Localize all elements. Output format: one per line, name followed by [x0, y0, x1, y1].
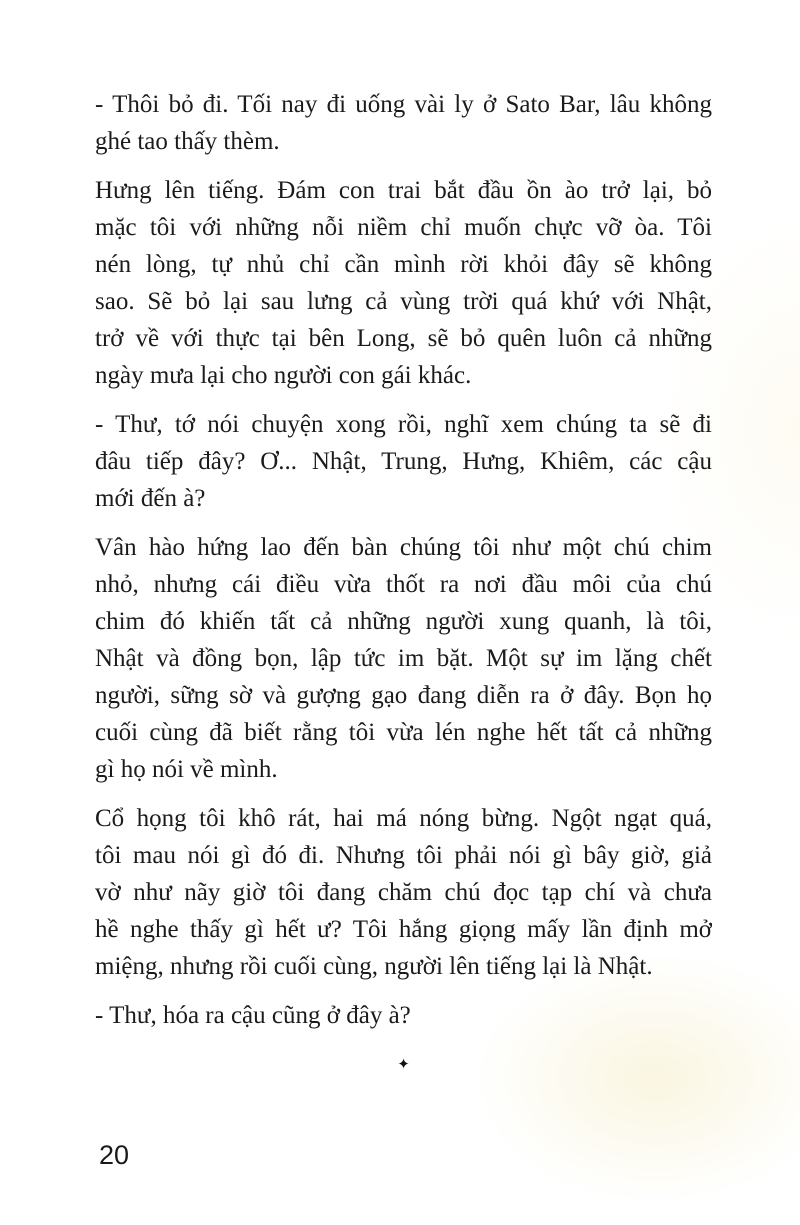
paragraph-line: đâu tiếp đây? Ơ... Nhật, Trung, Hưng, Khiêm, các cậu	[95, 448, 712, 475]
paragraph-dialogue	[95, 86, 712, 160]
paragraph-line: cuối cùng đã biết rằng tôi vừa lén nghe hết tất cả những	[95, 719, 712, 746]
paragraph-line: hề nghe thấy gì hết ư? Tôi hắng giọng mấy lần định mở	[95, 916, 712, 943]
paragraph-line: Cổ họng tôi khô rát, hai má nóng bừng. Ngột ngạt quá,	[95, 805, 712, 832]
paragraph-line: Vân hào hứng lao đến bàn chúng tôi như một chú chim	[95, 534, 712, 561]
section-break-ornament-icon: ✦	[397, 1057, 410, 1073]
paragraph-line: ngày mưa lại cho người con gái khác.	[95, 362, 472, 389]
paragraph-line: Hưng lên tiếng. Đám con trai bắt đầu ồn ào trở lại, bỏ	[95, 177, 712, 204]
paragraph-dialogue	[95, 997, 712, 1034]
paragraph-line: mới đến à?	[95, 485, 206, 512]
paragraph-line: miệng, nhưng rồi cuối cùng, người lên tiếng lại là Nhật.	[95, 953, 653, 980]
paragraph-line: - Thư, tớ nói chuyện xong rồi, nghĩ xem chúng ta sẽ đi	[95, 411, 712, 438]
paragraph-line: người, sững sờ và gượng gạo đang diễn ra ở đây. Bọn họ	[95, 682, 712, 709]
paragraph-line: ghé tao thấy thèm.	[95, 128, 280, 155]
paragraph-dialogue	[95, 406, 712, 517]
paragraph-narration	[95, 800, 712, 985]
paragraph-line: - Thư, hóa ra cậu cũng ở đây à?	[95, 1002, 411, 1029]
paragraph-line: - Thôi bỏ đi. Tối nay đi uống vài ly ở Sato Bar, lâu không	[95, 91, 712, 118]
page-number: 20	[99, 1140, 130, 1170]
paragraph-line: trở về với thực tại bên Long, sẽ bỏ quên luôn cả những	[95, 325, 712, 352]
paragraph-narration	[95, 529, 712, 788]
paragraph-line: sao. Sẽ bỏ lại sau lưng cả vùng trời quá khứ với Nhật,	[95, 288, 712, 315]
text-block	[95, 86, 712, 1046]
paragraph-line: gì họ nói về mình.	[95, 756, 278, 783]
paragraph-line: tôi mau nói gì đó đi. Nhưng tôi phải nói gì bây giờ, giả	[95, 842, 712, 869]
paragraph-line: chim đó khiến tất cả những người xung quanh, là tôi,	[95, 608, 712, 635]
paragraph-line: Nhật và đồng bọn, lập tức im bặt. Một sự im lặng chết	[95, 645, 712, 672]
paragraph-line: nhỏ, nhưng cái điều vừa thốt ra nơi đầu môi của chú	[95, 571, 712, 598]
paragraph-line: nén lòng, tự nhủ chỉ cần mình rời khỏi đây sẽ không	[95, 251, 712, 278]
paragraph-line: mặc tôi với những nỗi niềm chỉ muốn chực vỡ òa. Tôi	[95, 214, 712, 241]
paragraph-narration	[95, 172, 712, 394]
paragraph-line: vờ như nãy giờ tôi đang chăm chú đọc tạp chí và chưa	[95, 879, 712, 906]
